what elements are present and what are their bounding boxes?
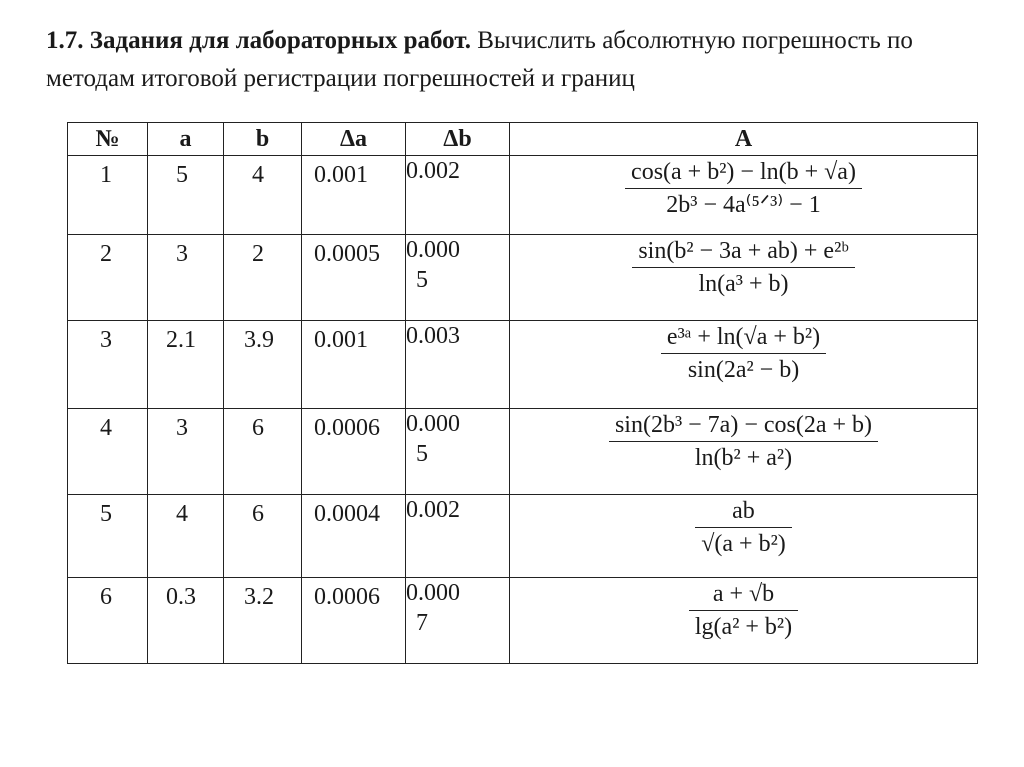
heading-text: Вычислить абсолютную погрешность по методам итоговой регистрации погрешностей и границ [46,27,913,92]
table-row [68,495,978,578]
cell-a: 0.3 [148,578,224,664]
header-a: a [148,123,224,156]
cell-b: 4 [224,156,302,235]
formula-fraction [632,235,854,300]
cell-number: 3 [68,321,148,409]
delta-b-line: 7 [416,610,428,636]
cell-formula [510,409,978,495]
header-formula: A [510,123,978,156]
cell-delta-b [406,156,510,235]
delta-b-line: 0.002 [406,158,460,184]
cell-a: 5 [148,156,224,235]
formula-fraction [609,409,878,474]
formula-denominator: ln(a³ + b) [698,271,789,297]
cell-number: 5 [68,495,148,578]
delta-b-line: 0.003 [406,323,460,349]
cell-delta-a: 0.001 [302,321,406,409]
cell-a: 4 [148,495,224,578]
cell-b: 2 [224,235,302,321]
cell-a: 2.1 [148,321,224,409]
delta-b-line: 0.002 [406,497,460,523]
cell-formula [510,578,978,664]
table-row [68,156,978,235]
heading-bold: 1.7. Задания для лабораторных работ. [46,27,471,54]
formula-fraction [695,495,792,560]
cell-formula [510,235,978,321]
formula-numerator: a + √b [712,581,775,607]
cell-a: 3 [148,235,224,321]
header-row [68,123,978,156]
tasks-table [67,122,978,664]
header-delta-b: Δb [406,123,510,156]
table-row [68,235,978,321]
delta-b-line: 5 [416,441,428,467]
cell-b: 6 [224,409,302,495]
cell-number: 4 [68,409,148,495]
formula-denominator: 2b³ − 4a⁽⁵ᐟ³⁾ − 1 [666,192,821,218]
cell-delta-a: 0.0006 [302,578,406,664]
cell-delta-b [406,578,510,664]
cell-delta-a: 0.001 [302,156,406,235]
cell-formula [510,495,978,578]
delta-b-line: 5 [416,267,428,293]
formula-numerator: cos(a + b²) − ln(b + √a) [631,159,856,185]
header-delta-a: Δa [302,123,406,156]
cell-delta-b [406,409,510,495]
table-row [68,321,978,409]
formula-denominator: sin(2a² − b) [687,357,800,383]
cell-delta-b [406,235,510,321]
formula-denominator: √(a + b²) [701,531,786,557]
cell-formula [510,321,978,409]
formula-numerator: sin(2b³ − 7a) − cos(2a + b) [614,412,873,438]
formula-fraction [625,156,862,221]
cell-b: 3.2 [224,578,302,664]
formula-fraction [661,321,826,386]
cell-delta-b [406,495,510,578]
header-number: № [68,123,148,156]
cell-number: 1 [68,156,148,235]
formula-numerator: e³ᵃ + ln(√a + b²) [666,324,821,350]
formula-numerator: ab [732,498,755,524]
cell-delta-b [406,321,510,409]
table-row [68,578,978,664]
header-b: b [224,123,302,156]
cell-delta-a: 0.0005 [302,235,406,321]
task-heading [46,22,986,98]
cell-delta-a: 0.0004 [302,495,406,578]
delta-b-line: 0.000 [406,580,460,606]
cell-b: 3.9 [224,321,302,409]
formula-denominator: lg(a² + b²) [694,614,793,640]
cell-delta-a: 0.0006 [302,409,406,495]
cell-a: 3 [148,409,224,495]
delta-b-line: 0.000 [406,237,460,263]
cell-number: 6 [68,578,148,664]
cell-formula [510,156,978,235]
cell-b: 6 [224,495,302,578]
formula-denominator: ln(b² + a²) [694,445,793,471]
cell-number: 2 [68,235,148,321]
table-row [68,409,978,495]
formula-fraction [689,578,798,643]
delta-b-line: 0.000 [406,411,460,437]
formula-numerator: sin(b² − 3a + ab) + e²ᵇ [638,238,849,264]
